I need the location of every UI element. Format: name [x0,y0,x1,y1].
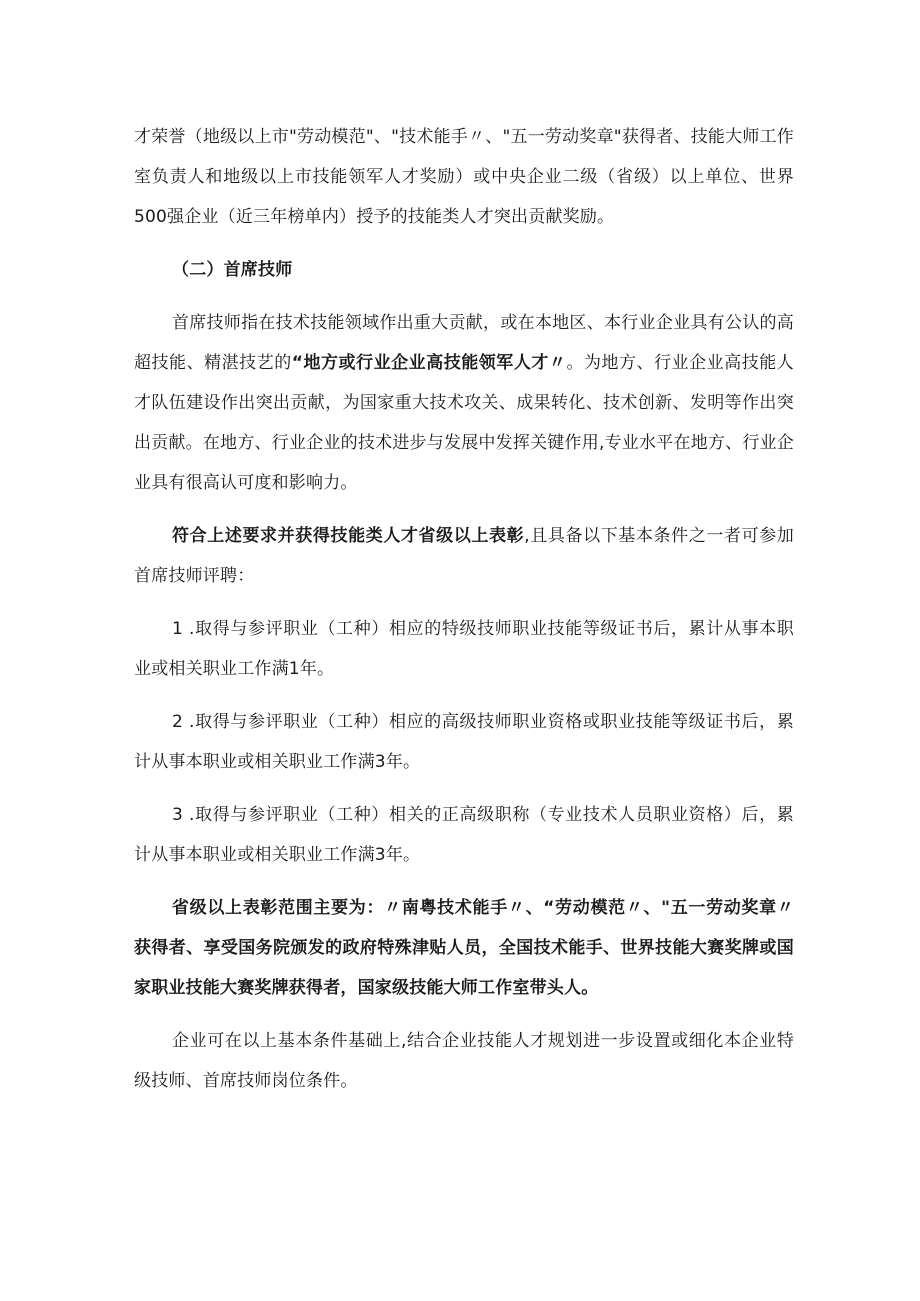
paragraph-award-scope: 省级以上表彰范围主要为：〃南粤技术能手〃、“劳动模范〃、"五一劳动奖章〃获得者、享受国务院颁发的政府特殊津贴人员，全国技术能手、世界技能大赛奖牌或国家职业技能大赛奖牌获得者，国家级技能大师工作室带头人。 [134,898,794,998]
document-body [134,117,794,1101]
definition-text-2: 。为地方、行业企业高技能人才队伍建设作出突出贡献，为国家重大技术攻关、成果转化、技术创新、发明等作出突出贡献。在地方、行业企业的技术进步与发展中发挥关键作用,专业水平在地方、行业企业具有很高认可度和影响力。 [134,353,794,493]
paragraph-conditions-intro [134,516,794,596]
list-item-text: .取得与参评职业（工种）相应的特级技师职业技能等级证书后，累计从事本职业或相关职业工作满1年。 [134,619,794,679]
list-item-number: 2 [172,712,184,732]
section-heading-chief-technician: （二）首席技师 [172,260,293,280]
paragraph-intro-continuation: 才荣誉（地级以上市"劳动模范"、"技术能手〃、"五一劳动奖章"获得者、技能大师工作室负责人和地级以上市技能领军人才奖励）或中央企业二级（省级）以上单位、世界500强企业（近三年榜单内）授予的技能类人才突出贡献奖励。 [134,127,794,227]
paragraph-closing: 企业可在以上基本条件基础上,结合企业技能人才规划进一步设置或细化本企业特级技师、首席技师岗位条件。 [134,1031,794,1091]
list-item-number: 1 [172,619,184,639]
list-item-number: 3 [172,805,184,825]
paragraph-definition [134,303,794,503]
conditions-rest: ,且具备以下基本条件之一者可参加首席技师评聘： [134,526,795,586]
list-item-2 [134,702,794,782]
list-item-text: .取得与参评职业（工种）相关的正高级职称（专业技术人员职业资格）后，累计从事本职业或相关职业工作满3年。 [134,805,794,865]
list-item-1 [134,609,794,689]
list-item-3 [134,795,794,875]
definition-bold-term: “地方或行业企业高技能领军人才〃 [291,353,567,373]
definition-text-1: 首席技师指在技术技能领域作出重大贡献，或在本地区、本行业企业具有公认的高超技能、精湛技艺的 [134,313,794,373]
conditions-bold-lead: 符合上述要求并获得技能类人才省级以上表彰 [172,526,525,546]
list-item-text: .取得与参评职业（工种）相应的高级技师职业资格或职业技能等级证书后，累计从事本职业或相关职业工作满3年。 [134,712,794,772]
